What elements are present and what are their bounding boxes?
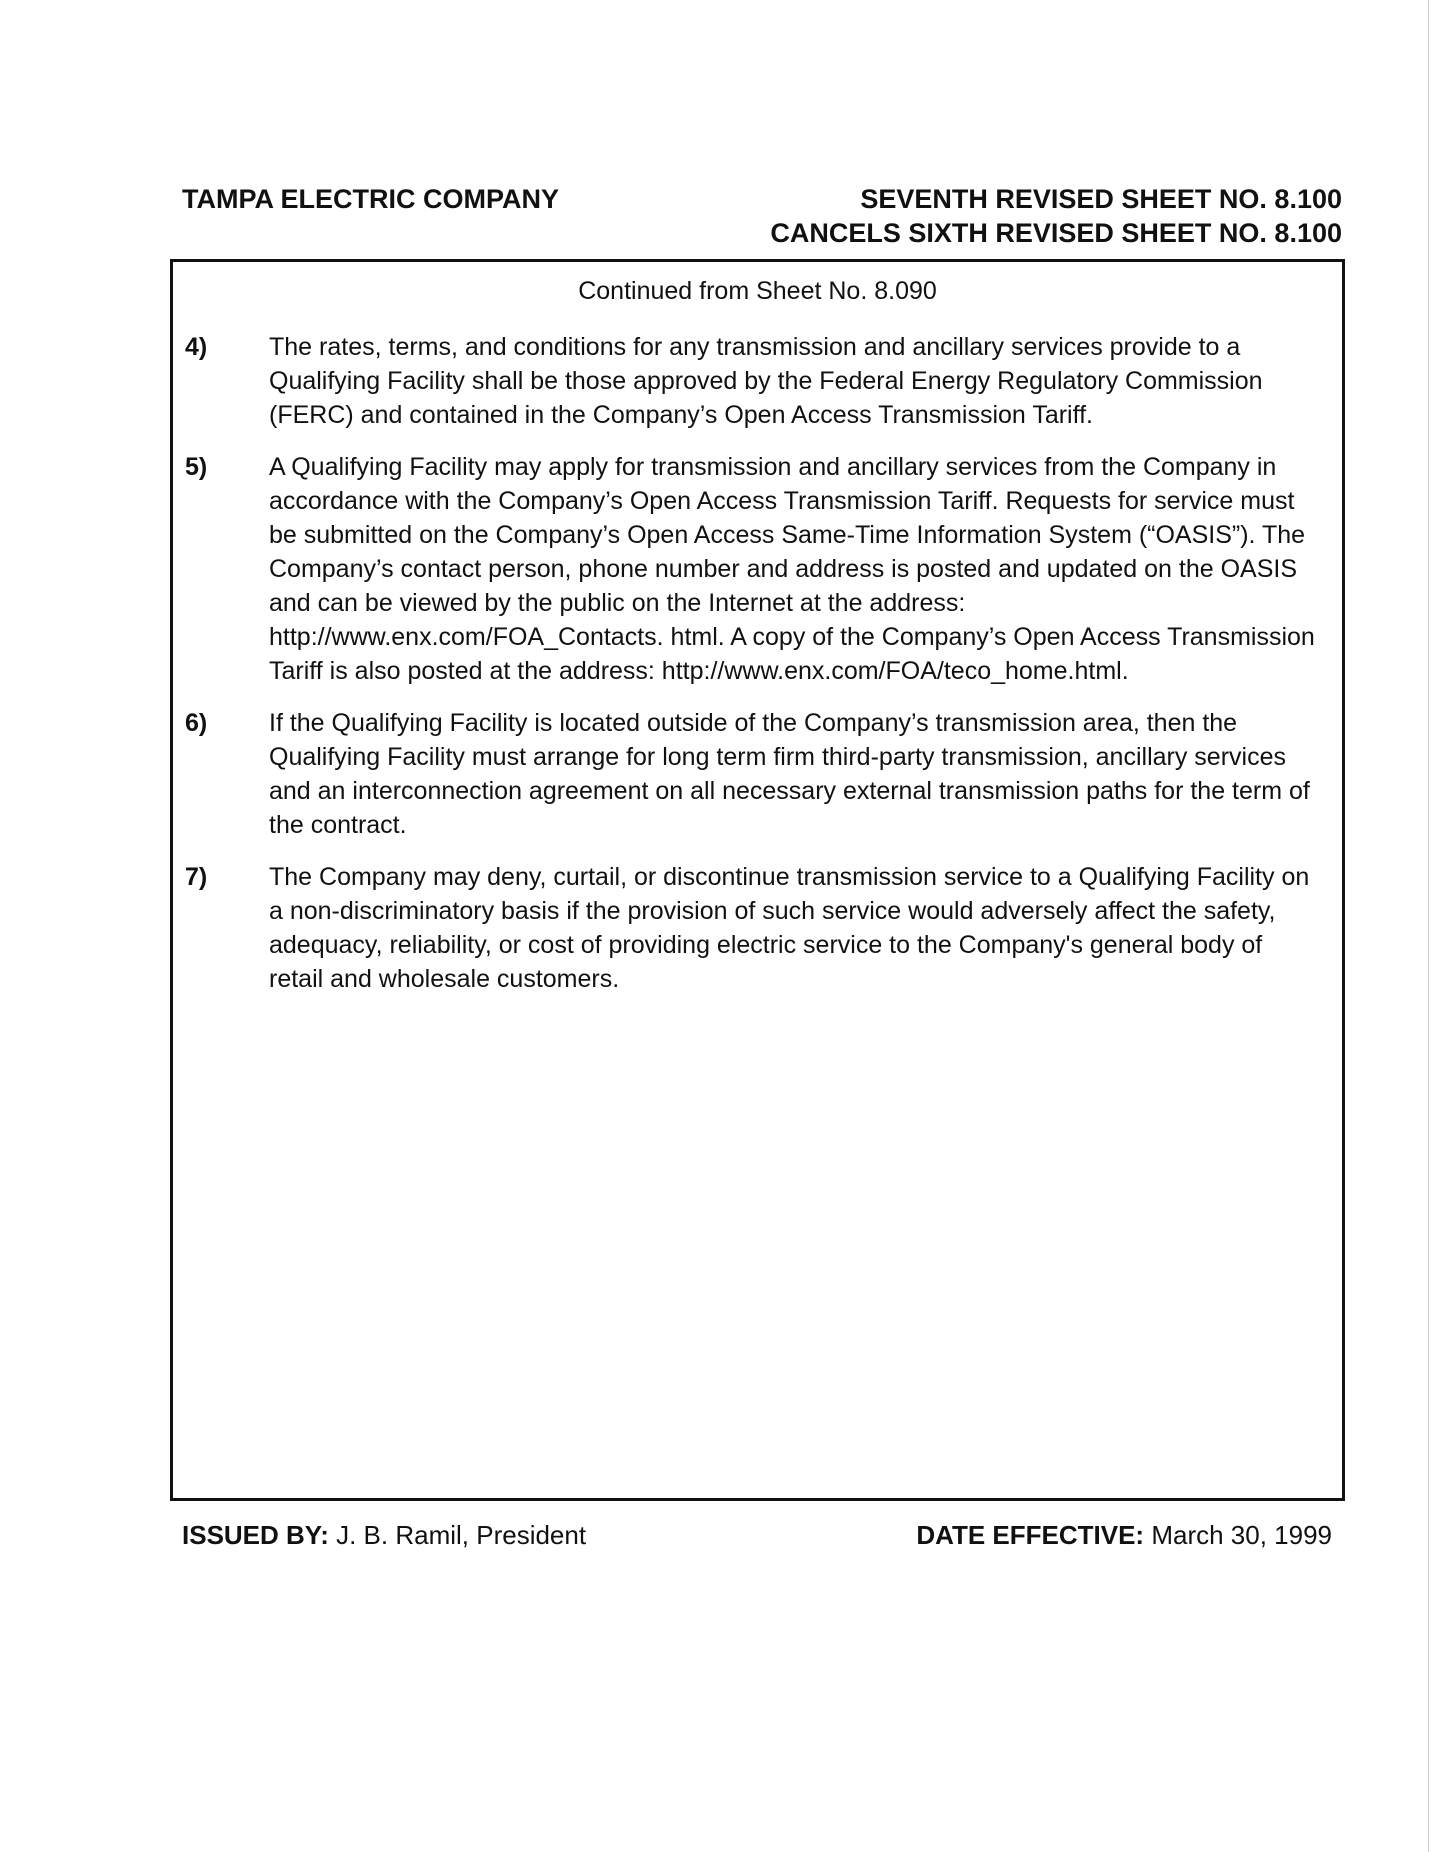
issued-by — [182, 1519, 586, 1551]
date-effective-label: DATE EFFECTIVE: — [916, 1520, 1145, 1550]
item-number: 6) — [185, 709, 208, 737]
tariff-item — [185, 450, 1325, 688]
tariff-item-list — [185, 330, 1325, 1014]
tariff-item — [185, 330, 1325, 432]
sheet-number-cancels: CANCELS SIXTH REVISED SHEET NO. 8.100 — [770, 218, 1342, 248]
date-effective — [916, 1519, 1332, 1551]
page-edge-line — [1428, 0, 1429, 1852]
company-name: TAMPA ELECTRIC COMPANY — [182, 184, 559, 214]
item-number: 7) — [185, 863, 208, 891]
continued-from-note: Continued from Sheet No. 8.090 — [578, 277, 937, 305]
item-text: If the Qualifying Facility is located outside of the Company’s transmission area, then the Qualifying Facility must arrange for long term firm third-party transmission, ancillary services and an interconnection agreement on all necessary external transmission paths for the term of the contract. — [269, 709, 1310, 839]
item-text: A Qualifying Facility may apply for transmission and ancillary services from the Company in accordance with the Company’s Open Access Transmission Tariff. Requests for service must be submitted on the Company’s Open Access Same-Time Information System (“OASIS”). The Company’s contact person, phone number and address is posted and updated on the OASIS and can be viewed by the public on the Internet at the address: http://www.enx.com/FOA_Contacts. html. A copy of the Company’s Open Access Transmission Tariff is also posted at the address: http://www.enx.com/FOA/teco_home.html. — [269, 453, 1315, 685]
date-effective-value: March 30, 1999 — [1151, 1520, 1332, 1550]
item-number: 5) — [185, 453, 208, 481]
tariff-content-box — [170, 259, 1345, 1501]
tariff-item — [185, 860, 1325, 996]
sheet-number-current: SEVENTH REVISED SHEET NO. 8.100 — [860, 184, 1342, 214]
item-text: The Company may deny, curtail, or discontinue transmission service to a Qualifying Facility on a non-discriminatory basis if the provision of such service would adversely affect the safety, adequacy, reliability, or cost of providing electric service to the Company's general body of retail and wholesale customers. — [269, 863, 1310, 993]
issued-by-label: ISSUED BY: — [182, 1520, 329, 1550]
sheet-number-block — [770, 182, 1342, 250]
issued-by-value: J. B. Ramil, President — [336, 1520, 587, 1550]
item-text: The rates, terms, and conditions for any transmission and ancillary services provide to a Qualifying Facility shall be those approved by the Federal Energy Regulatory Commission (FERC) and contained in the Company’s Open Access Transmission Tariff. — [269, 333, 1263, 429]
tariff-item — [185, 706, 1325, 842]
item-number: 4) — [185, 333, 208, 361]
